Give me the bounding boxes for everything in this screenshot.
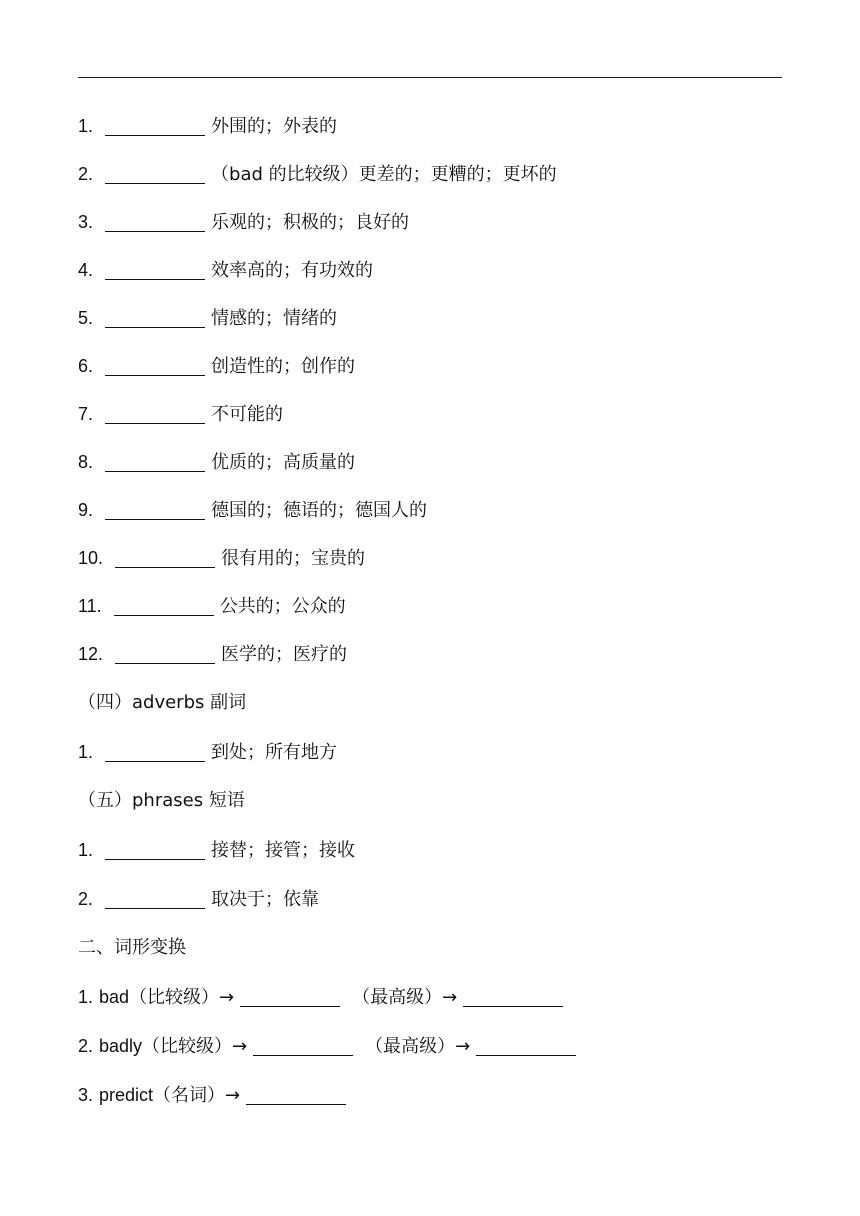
item-meaning: 德国的；德语的；德国人的 [211, 500, 428, 521]
answer-blank[interactable] [246, 1082, 346, 1105]
item-number: 2. [78, 889, 94, 909]
item-number: 1. [78, 987, 94, 1007]
form-label-comparative: （比较级）→ [142, 1036, 248, 1057]
item-meaning: 医学的；医疗的 [221, 644, 348, 665]
answer-blank[interactable] [105, 257, 205, 280]
item-meaning: 到处；所有地方 [211, 742, 338, 763]
list-item [78, 156, 798, 204]
answer-blank[interactable] [105, 449, 205, 472]
list-item [78, 1028, 798, 1077]
form-label-superlative: （最高级）→ [365, 1036, 471, 1057]
item-meaning: 效率高的；有功效的 [211, 260, 374, 281]
list-item [78, 636, 798, 685]
item-number: 2. [78, 164, 94, 184]
list-item [78, 492, 798, 540]
answer-blank[interactable] [105, 739, 205, 762]
item-meaning: 取决于；依靠 [211, 889, 320, 910]
answer-blank[interactable] [105, 209, 205, 232]
item-meaning: 乐观的；积极的；良好的 [211, 212, 410, 233]
list-item [78, 734, 798, 783]
item-number: 9. [78, 500, 94, 520]
list-item [78, 348, 798, 396]
answer-blank[interactable] [105, 837, 205, 860]
list-item [78, 444, 798, 492]
section-heading-phrases: （五）phrases 短语 [78, 790, 245, 811]
list-item [78, 979, 798, 1028]
form-label-noun: （名词）→ [153, 1085, 241, 1106]
item-number: 1. [78, 840, 94, 860]
answer-blank[interactable] [463, 984, 563, 1007]
list-item [78, 300, 798, 348]
answer-blank[interactable] [240, 984, 340, 1007]
list-item [78, 832, 798, 881]
list-item [78, 108, 798, 156]
list-item [78, 1077, 798, 1126]
item-meaning: （bad 的比较级）更差的；更糟的；更坏的 [211, 164, 557, 185]
form-label-comparative: （比较级）→ [129, 987, 235, 1008]
answer-blank[interactable] [253, 1033, 353, 1056]
answer-blank[interactable] [115, 545, 215, 568]
answer-blank[interactable] [105, 353, 205, 376]
item-meaning: 接替；接管；接收 [211, 840, 356, 861]
list-item [78, 881, 798, 930]
list-item [78, 396, 798, 444]
answer-blank[interactable] [105, 113, 205, 136]
answer-blank[interactable] [114, 593, 214, 616]
exercise-list [78, 108, 798, 1126]
item-word: predict [99, 1085, 154, 1105]
item-number: 7. [78, 404, 94, 424]
item-number: 3. [78, 1085, 94, 1105]
list-item [78, 252, 798, 300]
section-heading-word-forms: 二、词形变换 [78, 937, 186, 958]
item-meaning: 不可能的 [211, 404, 284, 425]
item-number: 11. [78, 596, 102, 616]
answer-blank[interactable] [105, 401, 205, 424]
item-number: 12. [78, 644, 104, 664]
item-number: 6. [78, 356, 94, 376]
item-meaning: 公共的；公众的 [219, 596, 346, 617]
answer-blank[interactable] [105, 305, 205, 328]
item-number: 5. [78, 308, 94, 328]
item-meaning: 很有用的；宝贵的 [221, 548, 366, 569]
item-number: 10. [78, 548, 104, 568]
answer-blank[interactable] [115, 641, 215, 664]
answer-blank[interactable] [105, 161, 205, 184]
answer-blank[interactable] [105, 886, 205, 909]
list-item [78, 540, 798, 588]
item-word: badly [99, 1036, 143, 1056]
item-meaning: 优质的；高质量的 [211, 452, 356, 473]
item-word: bad [99, 987, 130, 1007]
answer-blank[interactable] [105, 497, 205, 520]
item-number: 4. [78, 260, 94, 280]
item-meaning: 外围的；外表的 [211, 116, 338, 137]
item-meaning: 情感的；情绪的 [211, 308, 338, 329]
item-number: 1. [78, 742, 94, 762]
item-number: 8. [78, 452, 94, 472]
answer-blank[interactable] [476, 1033, 576, 1056]
form-label-superlative: （最高级）→ [352, 987, 458, 1008]
item-number: 2. [78, 1036, 94, 1056]
item-number: 1. [78, 116, 94, 136]
section-heading-adverbs: （四）adverbs 副词 [78, 692, 247, 713]
list-item [78, 588, 798, 636]
header-rule [78, 77, 782, 78]
item-meaning: 创造性的；创作的 [211, 356, 356, 377]
list-item [78, 204, 798, 252]
item-number: 3. [78, 212, 94, 232]
